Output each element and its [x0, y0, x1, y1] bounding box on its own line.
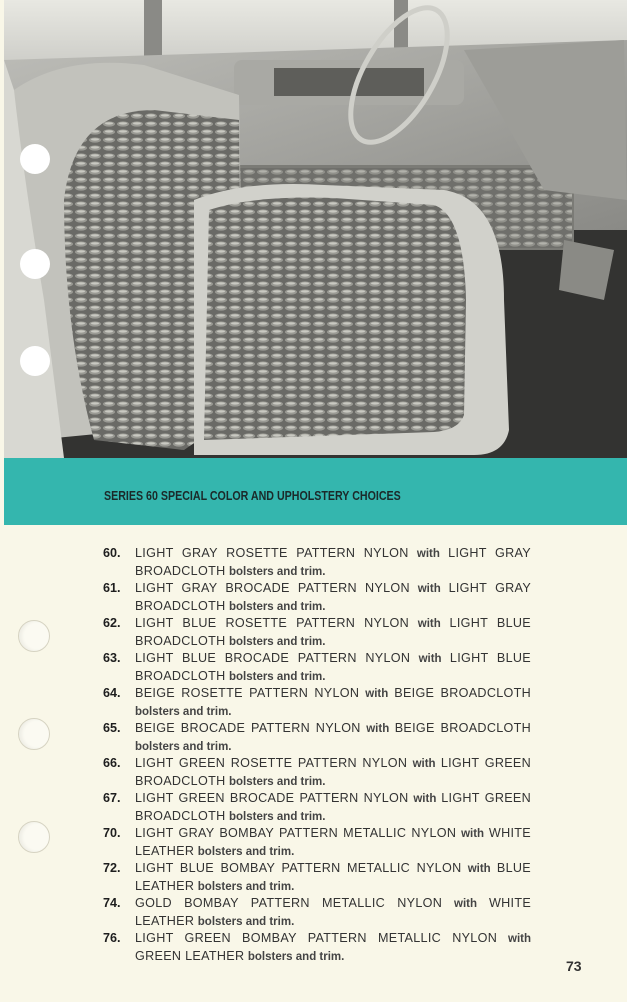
list-item	[103, 580, 531, 615]
item-material: WHITE LEATHER	[135, 826, 531, 858]
item-number: 67.	[103, 791, 121, 805]
page-number: 73	[566, 958, 582, 974]
item-material: GOLD BOMBAY PATTERN METALLIC NYLON	[135, 896, 443, 910]
item-material: BEIGE ROSETTE PATTERN NYLON	[135, 686, 360, 700]
list-item	[103, 615, 531, 650]
item-connector: with	[508, 933, 532, 945]
upholstery-list	[103, 545, 531, 965]
item-material: LIGHT GREEN BOMBAY PATTERN METALLIC NYLON	[135, 931, 498, 945]
item-material: LIGHT GRAY ROSETTE PATTERN NYLON	[135, 546, 409, 560]
binder-hole	[20, 144, 50, 174]
list-item	[103, 650, 531, 685]
item-connector: bolsters and trim.	[228, 670, 326, 683]
item-number: 62.	[103, 616, 121, 630]
item-number: 63.	[103, 651, 121, 665]
item-connector: bolsters and trim.	[228, 635, 326, 648]
item-material: LIGHT GREEN BROADCLOTH	[135, 791, 532, 823]
item-connector: bolsters and trim.	[228, 600, 326, 613]
item-connector: with	[365, 688, 389, 700]
item-material: LIGHT GREEN BROADCLOTH	[135, 756, 532, 788]
item-connector: with	[416, 548, 440, 560]
item-material: GREEN LEATHER	[135, 948, 245, 963]
item-material: WHITE LEATHER	[135, 896, 532, 928]
list-item	[103, 720, 531, 755]
item-connector: with	[412, 758, 436, 770]
item-connector: bolsters and trim.	[135, 705, 232, 718]
item-connector: with	[418, 653, 442, 665]
item-number: 65.	[103, 721, 121, 735]
list-item	[103, 545, 531, 580]
item-number: 61.	[103, 581, 121, 595]
item-material: LIGHT GRAY BROCADE PATTERN NYLON	[135, 581, 410, 595]
item-number: 70.	[103, 826, 121, 840]
item-material: LIGHT BLUE ROSETTE PATTERN NYLON	[135, 616, 410, 630]
list-item	[103, 685, 531, 720]
item-connector: bolsters and trim.	[247, 950, 345, 963]
item-connector: bolsters and trim.	[135, 740, 232, 753]
item-number: 60.	[103, 546, 121, 560]
item-material: LIGHT BLUE BROADCLOTH	[135, 651, 531, 683]
item-connector: bolsters and trim.	[197, 845, 295, 858]
list-item	[103, 930, 531, 965]
item-number: 76.	[103, 931, 121, 945]
binder-hole	[20, 346, 50, 376]
binder-hole	[18, 821, 50, 853]
binder-hole	[18, 620, 50, 652]
list-item	[103, 755, 531, 790]
item-number: 74.	[103, 896, 121, 910]
list-item	[103, 895, 531, 930]
item-material: BLUE LEATHER	[135, 861, 532, 893]
item-connector: with	[417, 583, 441, 595]
list-item	[103, 860, 531, 895]
item-connector: with	[413, 793, 437, 805]
section-heading: SERIES 60 SPECIAL COLOR AND UPHOLSTERY CHOICES	[104, 488, 401, 503]
item-material: LIGHT GRAY BROADCLOTH	[135, 546, 531, 578]
item-material: LIGHT GREEN ROSETTE PATTERN NYLON	[135, 756, 408, 770]
item-material: BEIGE BROADCLOTH	[394, 721, 532, 735]
item-connector: with	[366, 723, 390, 735]
item-connector: bolsters and trim.	[197, 915, 295, 928]
binder-hole	[20, 249, 50, 279]
interior-photo	[4, 0, 627, 458]
item-connector: bolsters and trim.	[228, 565, 326, 578]
item-number: 64.	[103, 686, 121, 700]
item-material: LIGHT BLUE BROCADE PATTERN NYLON	[135, 651, 411, 665]
item-material: LIGHT GRAY BOMBAY PATTERN METALLIC NYLON	[135, 826, 457, 840]
item-connector: with	[461, 828, 485, 840]
item-connector: bolsters and trim.	[228, 775, 326, 788]
item-connector: bolsters and trim.	[197, 880, 295, 893]
item-material: LIGHT GREEN BROCADE PATTERN NYLON	[135, 791, 409, 805]
item-material: LIGHT BLUE BOMBAY PATTERN METALLIC NYLON	[135, 861, 462, 875]
item-material: LIGHT BLUE BROADCLOTH	[135, 616, 532, 648]
item-connector: with	[417, 618, 441, 630]
list-item	[103, 790, 531, 825]
item-connector: with	[467, 863, 491, 875]
item-number: 66.	[103, 756, 121, 770]
binder-hole	[18, 718, 50, 750]
list-item	[103, 825, 531, 860]
section-band	[4, 458, 627, 525]
item-material: BEIGE BROADCLOTH	[394, 686, 532, 700]
item-material: LIGHT GRAY BROADCLOTH	[135, 581, 532, 613]
item-connector: with	[454, 898, 478, 910]
item-connector: bolsters and trim.	[228, 810, 326, 823]
item-material: BEIGE BROCADE PATTERN NYLON	[135, 721, 361, 735]
item-number: 72.	[103, 861, 121, 875]
